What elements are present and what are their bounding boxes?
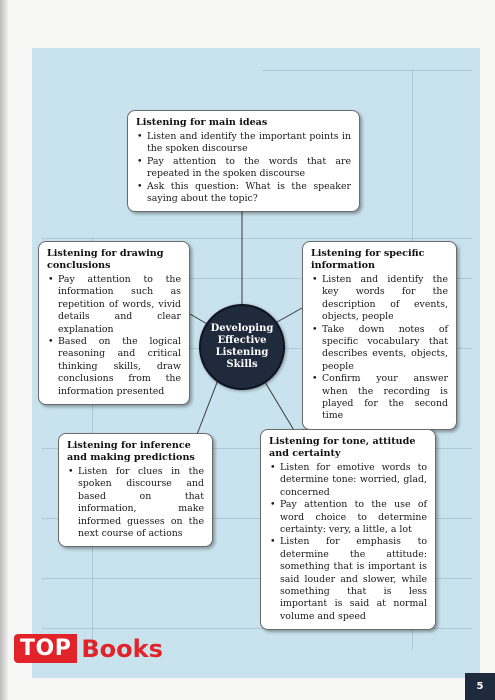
topbooks-logo — [14, 634, 163, 663]
logo-top-text: TOP — [14, 634, 77, 663]
list-item: • Pay attention to the information such as repetition of words, vivid details and clear explanation — [47, 274, 181, 336]
list-item: • Pay attention to the words that are repeated in the spoken discourse — [136, 156, 351, 181]
main-ideas-box — [127, 110, 360, 212]
drawing-conclusions-box — [38, 241, 190, 405]
list-item: • Confirm your answer when the recording is played for the second time — [311, 373, 448, 423]
list-item: • Listen for clues in the spoken discourse and based on that information, make informed guesses on the next course of actions — [67, 466, 204, 540]
specific-information-title: Listening for specific information — [311, 248, 425, 271]
list-item: • Listen and identify the key words for the description of events, objects, people — [311, 274, 448, 324]
list-item: • Based on the logical reasoning and critical thinking skills, draw conclusions from the information presented — [47, 336, 181, 398]
page-number: 5 — [465, 673, 495, 700]
list-item: • Listen for emphasis to determine the attitude: something that is important is said louder and slower, while something that is less important is said at normal volume and speed — [269, 536, 427, 623]
specific-information-box — [302, 241, 457, 430]
list-item: • Ask this question: What is the speaker saying about the topic? — [136, 181, 351, 206]
drawing-conclusions-title: Listening for drawing conclusions — [47, 248, 164, 271]
tone-attitude-title: Listening for tone, attitude and certainty — [269, 436, 416, 459]
list-item: • Take down notes of specific vocabulary that describes events, objects, people — [311, 324, 448, 374]
list-item: • Pay attention to the use of word choice to determine certainty: very, a little, a lot — [269, 499, 427, 536]
list-item: • Listen for emotive words to determine tone: worried, glad, concerned — [269, 462, 427, 499]
inference-title: Listening for inference and making predictions — [67, 440, 195, 463]
tone-attitude-box — [260, 429, 436, 630]
logo-books-text: Books — [81, 634, 163, 663]
main-ideas-title: Listening for main ideas — [136, 117, 268, 128]
inference-box — [58, 433, 213, 547]
central-topic-circle — [199, 304, 285, 390]
list-item: • Listen and identify the important points in the spoken discourse — [136, 131, 351, 156]
central-topic-title: Developing Effective Listening Skills — [210, 323, 274, 370]
